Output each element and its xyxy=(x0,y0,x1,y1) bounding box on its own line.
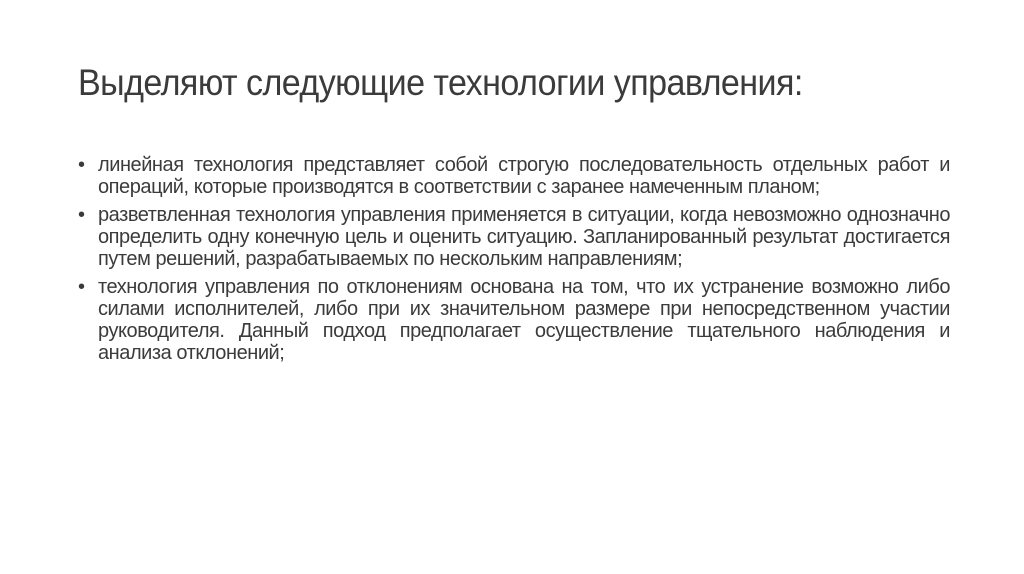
bullet-icon: • xyxy=(78,276,86,298)
list-item-text: технология управления по отклонениям основана на том, что их устранение возможно либо силами исполнителей, либо при их значительном размере при непосредственном участии руководителя. Данный подход предполагает осуществление тщательного наблюдения и анализа отклонений; xyxy=(98,276,950,364)
slide-title: Выделяют следующие технологии управления: xyxy=(78,62,803,103)
list-item-deviation-technology xyxy=(78,276,950,364)
list-item-linear-technology xyxy=(78,154,950,198)
list-item-branched-technology xyxy=(78,204,950,270)
list-item-text: линейная технология представляет собой строгую последовательность отдельных работ и операций, которые производятся в соответствии с заранее намеченным планом; xyxy=(98,154,950,198)
bullet-icon: • xyxy=(78,204,86,226)
bullet-list xyxy=(78,154,950,370)
list-item-text: разветвленная технология управления применяется в ситуации, когда невозможно однозначно определить одну конечную цель и оценить ситуацию. Запланированный результат достигается путем решений, разрабатываемых по нескольким направлениям; xyxy=(98,204,950,270)
bullet-icon: • xyxy=(78,154,86,176)
